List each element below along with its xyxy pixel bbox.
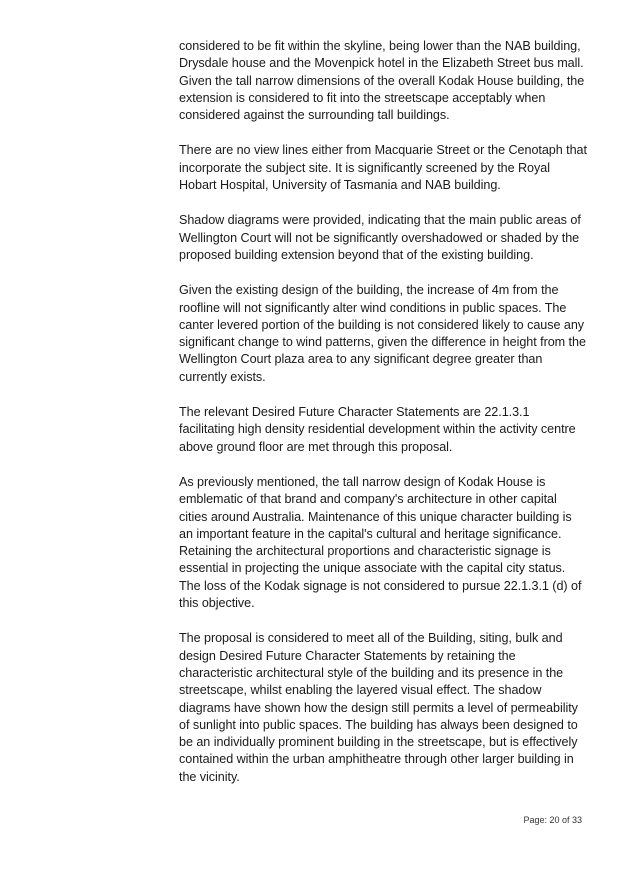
page-number: Page: 20 of 33 [523,815,582,825]
paragraph-wind-conditions: Given the existing design of the building, the increase of 4m from the roofline will not significantly alter wind conditions in public spaces. The canter levered portion of the building is not considered likely to cause any significant change to wind patterns, given the difference in height from the Wellington Court plaza area to any significant degree greater than currently exists. [179,283,586,384]
paragraph-proposal-conclusion: The proposal is considered to meet all of the Building, siting, bulk and design Desired Future Character Statements by retaining the characteristic architectural style of the building and its presence in the streetscape, whilst enabling the layered visual effect. The shadow diagrams have shown how the design still permits a level of permeability of sunlight into public spaces. The building has always been designed to be an individually prominent building in the streetscape, but is effectively contained within the urban amphitheatre through other larger building in the vicinity. [179,631,578,784]
paragraph-shadow-diagrams: Shadow diagrams were provided, indicating that the main public areas of Wellington Court will not be significantly overshadowed or shaded by the proposed building extension beyond that of the existing building. [179,213,581,262]
document-body [179,38,589,804]
paragraph-skyline: considered to be fit within the skyline, being lower than the NAB building, Drysdale house and the Movenpick hotel in the Elizabeth Street bus mall. Given the tall narrow dimensions of the overall Kodak House building, the extension is considered to fit into the streetscape acceptably when considered against the surrounding tall buildings. [179,39,585,123]
paragraph-desired-future-character: The relevant Desired Future Character Statements are 22.1.3.1 facilitating high density residential development within the activity centre above ground floor are met through this proposal. [179,405,576,454]
paragraph-view-lines: There are no view lines either from Macquarie Street or the Cenotaph that incorporate the subject site. It is significantly screened by the Royal Hobart Hospital, University of Tasmania and NAB building. [179,143,587,193]
paragraph-kodak-house-design: As previously mentioned, the tall narrow design of Kodak House is emblematic of that brand and company's architecture in other capital cities around Australia. Maintenance of this unique character building is an important feature in the capital's cultural and heritage significance. Retaining the architectural proportions and characteristic signage is essential in projecting the unique associate with the capital city status. The loss of the Kodak signage is not considered to pursue 22.1.3.1 (d) of this objective. [179,474,582,611]
